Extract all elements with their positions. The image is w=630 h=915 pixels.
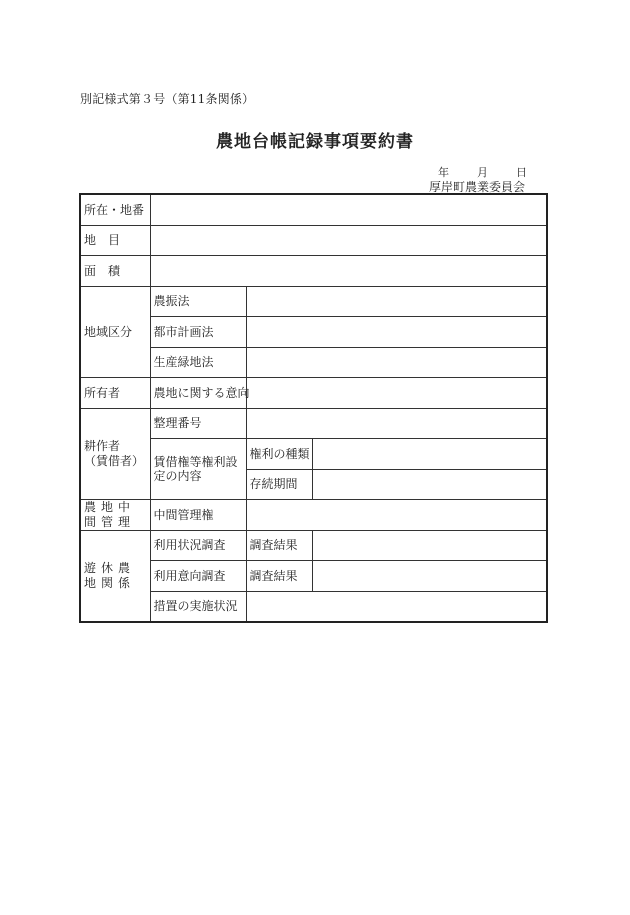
document-title: 農地台帳記録事項要約書	[216, 132, 414, 152]
cultivator-label	[80, 408, 150, 500]
right-type-value[interactable]	[312, 439, 547, 470]
cultivator-label-line1: 耕作者	[84, 439, 121, 454]
duration-label: 存続期間	[246, 469, 312, 500]
area-value[interactable]	[150, 256, 547, 287]
date-year-label: 年	[438, 166, 449, 179]
zoning-green-land-value[interactable]	[246, 347, 547, 378]
row-location	[80, 194, 547, 225]
idle-land-label: 遊休農地関係	[80, 530, 150, 622]
row-zoning-1	[80, 286, 547, 317]
area-label: 面 積	[80, 256, 150, 287]
row-zoning-2	[80, 317, 547, 348]
intention-survey-label: 利用意向調査	[150, 561, 246, 592]
zoning-label: 地域区分	[80, 286, 150, 378]
row-land-category	[80, 225, 547, 256]
zoning-agri-promotion-value[interactable]	[246, 286, 547, 317]
intention-survey-result-value[interactable]	[312, 561, 547, 592]
location-label: 所在・地番	[80, 194, 150, 225]
row-cultivator-right-type	[80, 439, 547, 470]
usage-survey-label: 利用状況調査	[150, 530, 246, 561]
row-cultivator-number	[80, 408, 547, 439]
measures-label: 措置の実施状況	[150, 591, 246, 622]
register-summary-table	[79, 193, 548, 623]
management-number-value[interactable]	[246, 408, 547, 439]
row-intermediary	[80, 500, 547, 531]
issuer-name: 厚岸町農業委員会	[428, 180, 525, 194]
intermediary-right-value[interactable]	[246, 500, 547, 531]
zoning-item-label: 農振法	[150, 286, 246, 317]
form-number: 別記様式第３号（第11条関係）	[80, 92, 255, 106]
owner-intention-label: 農地に関する意向	[150, 378, 246, 409]
measures-value[interactable]	[246, 591, 547, 622]
row-idle-usage	[80, 530, 547, 561]
intermediary-right-label: 中間管理権	[150, 500, 246, 531]
row-area	[80, 256, 547, 287]
zoning-item-label: 生産緑地法	[150, 347, 246, 378]
row-idle-measures	[80, 591, 547, 622]
zoning-city-planning-value[interactable]	[246, 317, 547, 348]
land-category-value[interactable]	[150, 225, 547, 256]
lease-content-label: 賃借権等権利設定の内容	[150, 439, 246, 500]
survey-result-label: 調査結果	[246, 561, 312, 592]
date-day-label: 日	[516, 166, 527, 179]
row-idle-intention	[80, 561, 547, 592]
location-value[interactable]	[150, 194, 547, 225]
land-category-label: 地 目	[80, 225, 150, 256]
cultivator-label-line2: （賃借者）	[84, 453, 145, 468]
survey-result-label: 調査結果	[246, 530, 312, 561]
usage-survey-result-value[interactable]	[312, 530, 547, 561]
row-owner	[80, 378, 547, 409]
owner-intention-value[interactable]	[246, 378, 547, 409]
owner-label: 所有者	[80, 378, 150, 409]
right-type-label: 権利の種類	[246, 439, 312, 470]
row-zoning-3	[80, 347, 547, 378]
date-month-label: 月	[477, 166, 488, 179]
intermediary-label: 農地中間管理	[80, 500, 150, 531]
zoning-item-label: 都市計画法	[150, 317, 246, 348]
duration-value[interactable]	[312, 469, 547, 500]
management-number-label: 整理番号	[150, 408, 246, 439]
